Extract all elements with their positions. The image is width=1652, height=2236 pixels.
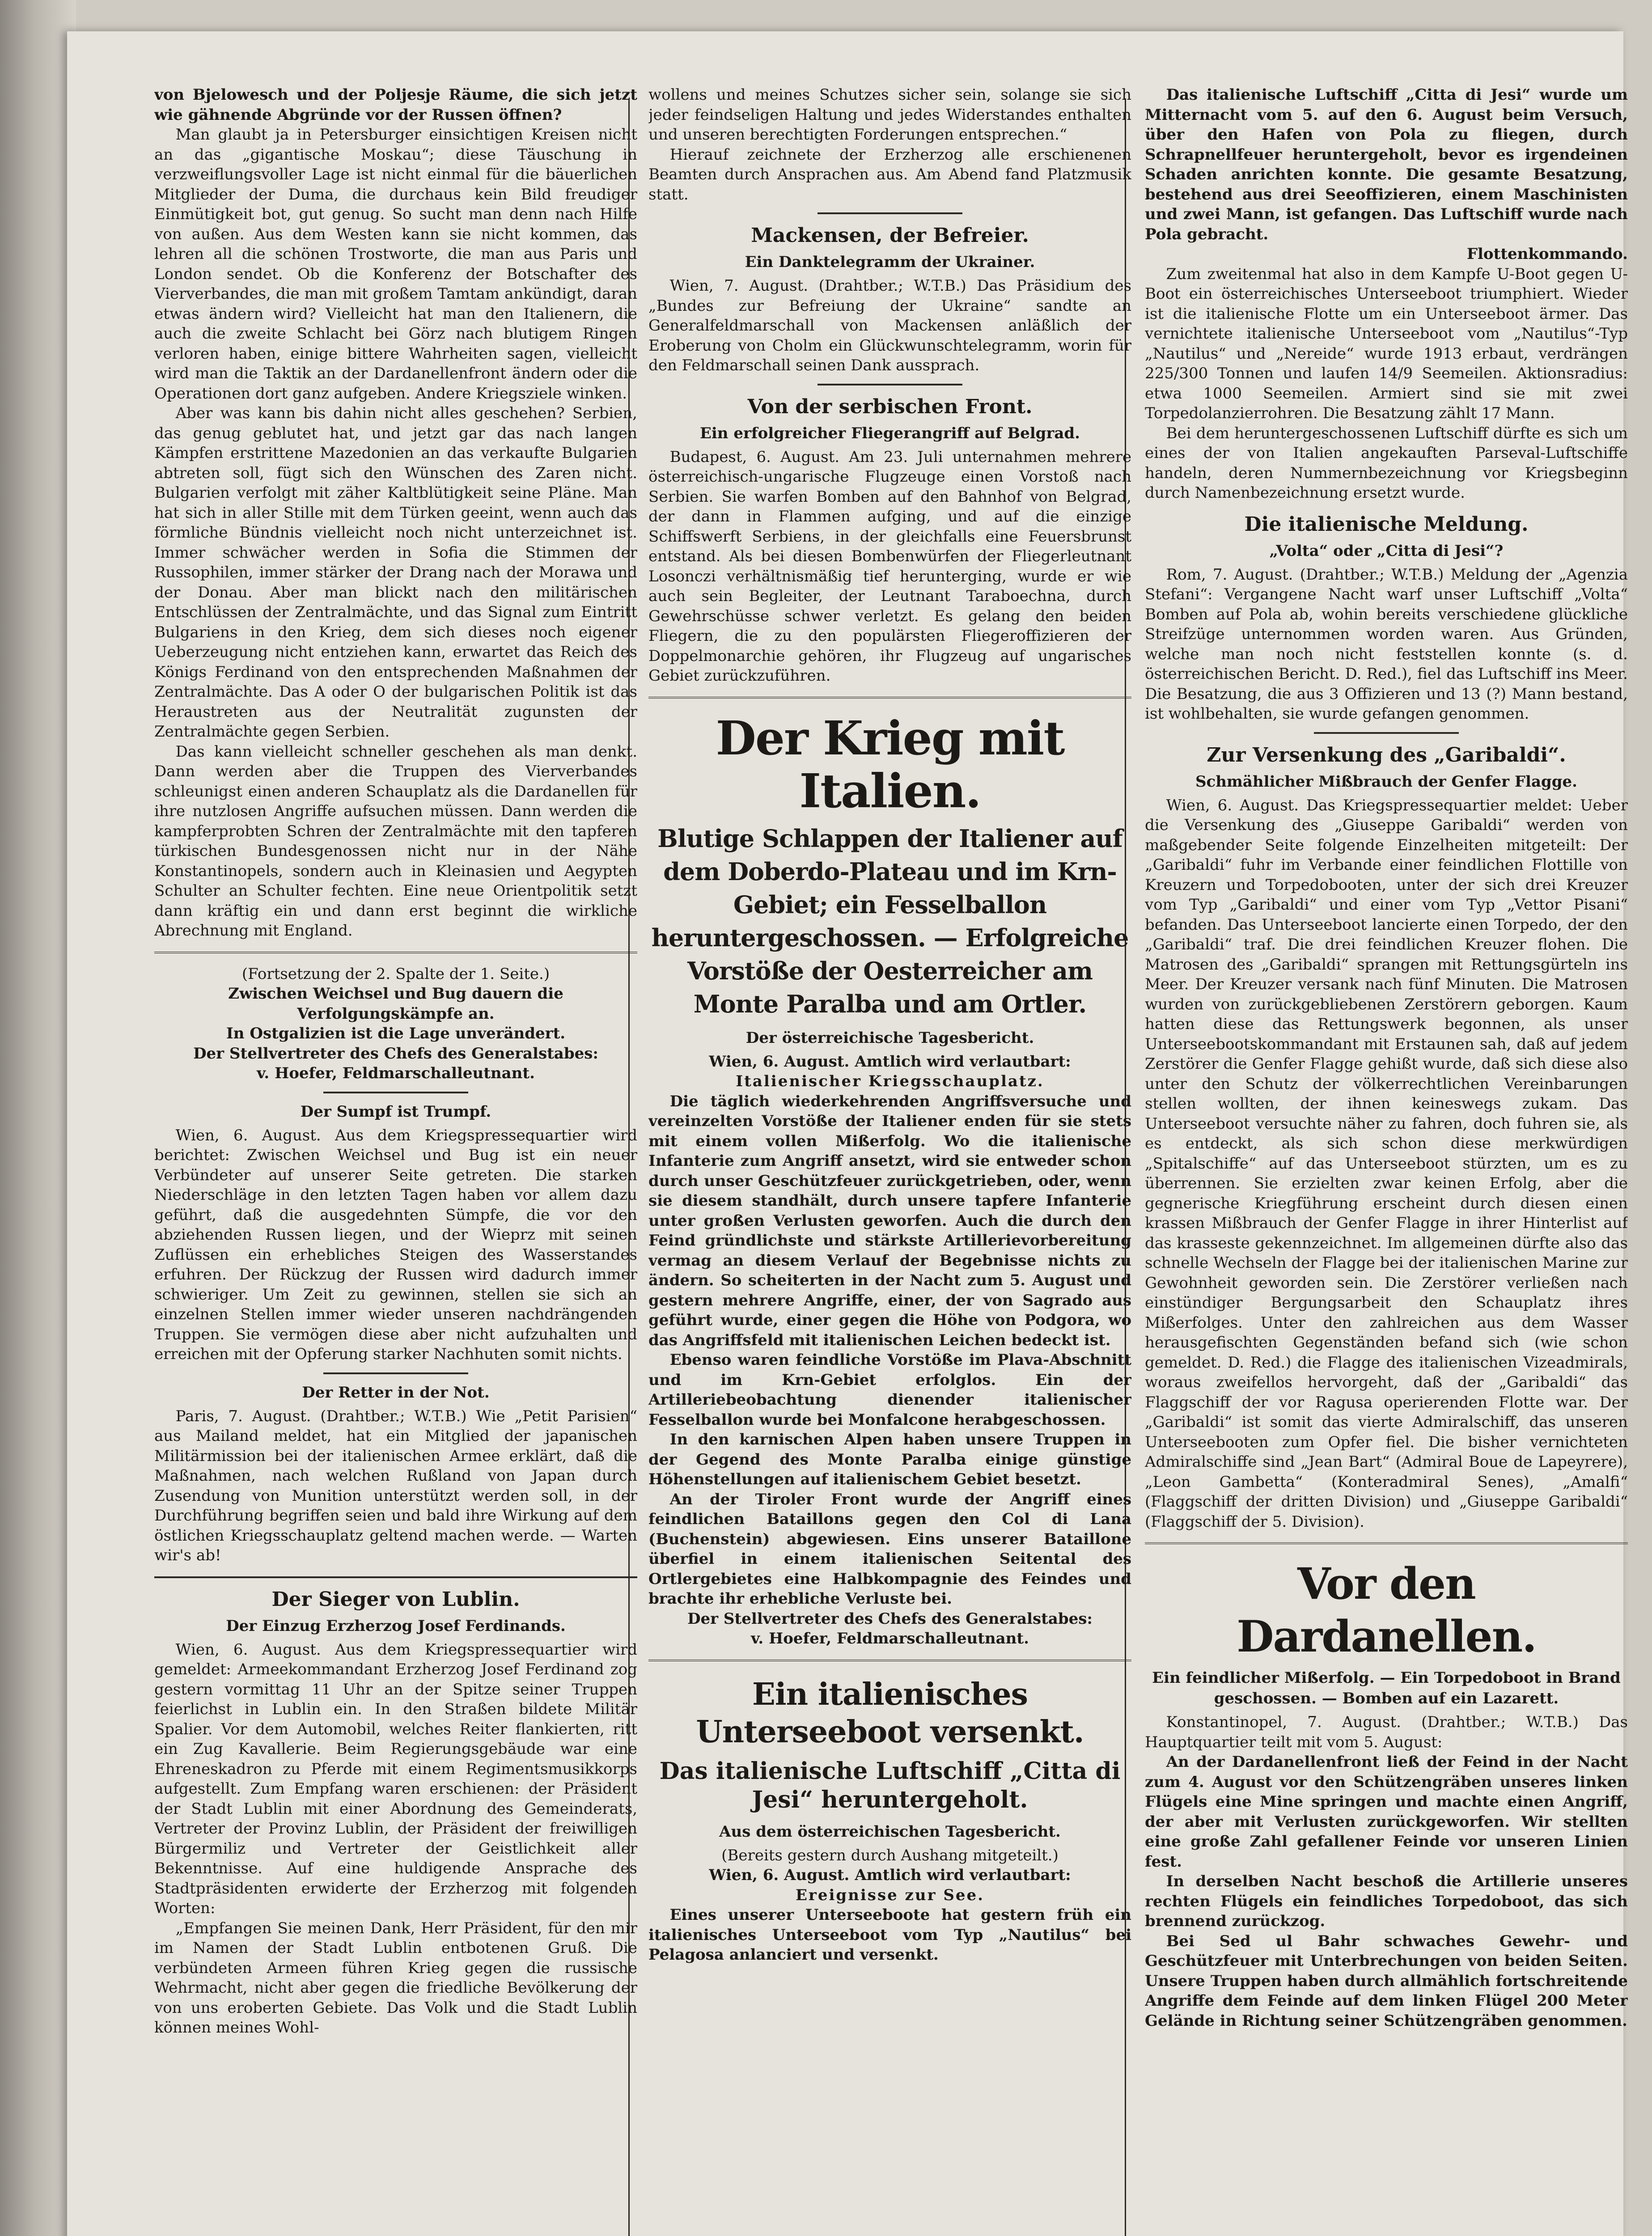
paragraph: An der Tiroler Front wurde der Angriff eines feindlichen Bataillons gegen den Col di Lana (Buchenstein) abgewiesen. Eins unserer Bataillone überfiel in einem italienischen Seitental des Ortlergebietes eine Halbkompagnie des Feindes und brachte ihr erhebliche Verluste bei.	[648, 1490, 1131, 1608]
paragraph: Rom, 7. August. (Drahtber.; W.T.B.) Meldung der „Agenzia Stefani“: Vergangene Nacht warf unser Luftschiff „Volta“ Bomben auf Pola ab, wohin bereits verschiedene glückliche Streifzüge unternommen worden waren. Aus Gründen, welche man noch nicht feststellen konnte (s. d. österreichischen Bericht. D. Red.), fiel das Luftschiff ins Meer. Die Besatzung, die aus 3 Offizieren und 13 (?) Mann bestand, ist wohlbehalten, sie wurde gefangen genommen.	[1145, 565, 1628, 723]
dateline: Konstantinopel, 7. August. (Drahtber.; W.T.B.) Das Hauptquartier teilt mit vom 5. August:	[1145, 1713, 1628, 1751]
divider	[818, 384, 962, 385]
subheadline-meldung: „Volta“ oder „Citta di Jesi“?	[1269, 542, 1504, 560]
paragraph: Die täglich wiederkehrenden Angriffsversuche und vereinzelten Vorstöße der Italiener enden für sie stets mit einem vollen Mißerfolg. Wo die italienische Infanterie zum Angriff ansetzt, wird sie entweder schon durch unser Geschützfeuer zurückgetrieben, oder, wenn sie diesem standhält, durch unsere tapfere Infanterie unter großen Verlusten geworfen. Auch die durch den Feind gründlichste und stärkste Artillerievorbereitung vermag an diesem Verlauf der Begebnisse nichts zu ändern. So scheiterten in der Nacht zum 5. August und gestern mehrere Angriffe, einer, der von Sagrado aus geführt wurde, einer gegen die Höhe von Podgora, wo das Angriffsfeld mit italienischen Leichen bedeckt ist.	[648, 1092, 1131, 1349]
subheadline-krieg-mit-italien: Blutige Schlappen der Italiener auf dem Doberdo-Plateau und im Krn-Gebiet; ein Fesselballon heruntergeschossen. — Erfolgreiche Vorstöße der Oesterreicher am Monte Paralba und am Ortler.	[651, 824, 1129, 1018]
newspaper-page	[67, 31, 1628, 2236]
paragraph: Hierauf zeichnete der Erzherzog alle erschienenen Beamten durch Ansprachen aus. Am Abend fand Platzmusik statt.	[648, 145, 1131, 203]
paragraph: „Empfangen Sie meinen Dank, Herr Präsident, für den mir im Namen der Stadt Lublin entbotenen Gruß. Die verbündeten Armeen führen Krieg gegen die russische Wehrmacht, nicht aber gegen die friedliche Bevölkerung der von uns eroberten Gebiete. Das Volk und die Stadt Lublin können meines Wohl-	[154, 1919, 637, 2037]
section-divider	[1145, 1542, 1628, 1546]
column-2	[648, 85, 1131, 2236]
section-divider	[154, 1576, 637, 1578]
paragraph: Paris, 7. August. (Drahtber.; W.T.B.) Wie „Petit Parisien“ aus Mailand meldet, hat ein Mitglied der japanischen Militärmission bei der italienischen Armee erklärt, daß die Maßnahmen, nach welchen Rußland von Japan durch Zusendung von Munition unterstützt werden soll, in der Durchführung begriffen seien und bald ihre Wirkung auf dem östlichen Kriegsschauplatz geltend machen werde. — Warten wir's ab!	[154, 1407, 637, 1564]
section-divider	[154, 952, 637, 955]
signature-title: Der Stellvertreter des Chefs des Generalstabes:	[687, 1609, 1093, 1628]
headline-sumpf: Der Sumpf ist Trumpf.	[300, 1102, 491, 1121]
book-spine-shadow	[0, 0, 76, 2236]
signature-name: v. Hoefer, Feldmarschalleutnant.	[751, 1630, 1029, 1647]
paragraph: Zum zweitenmal hat also in dem Kampfe U-Boot gegen U-Boot ein österreichisches Unterseeboot triumphiert. Wieder ist die italienische Flotte um ein Unterseeboot ärmer. Das vernichtete italienische Unterseeboot vom „Nautilus“-Typ „Nautilus“ und „Nereide“ wurde 1913 erbaut, verdrängen 225/300 Tonnen und laufen 14/9 Seemeilen. Aktionsradius: etwa 1000 Seemeilen. Armiert sind sie mit zwei Torpedolanzierrohren. Die Besatzung zählt 17 Mann.	[1145, 265, 1628, 422]
headline-dardanellen: Vor den Dardanellen.	[1237, 1558, 1536, 1662]
article-continuation: wollens und meines Schutzes sicher sein, solange sie sich jeder feindseligen Haltung und jedes Widerstandes enthalten und unseren berechtigten Forderungen entsprechen.“	[648, 86, 1131, 144]
subheadline-garibaldi: Schmählicher Mißbrauch der Genfer Flagge.	[1195, 772, 1578, 791]
paragraph: Eines unserer Unterseeboote hat gestern früh ein italienisches Unterseeboot vom Typ „Nautilus“ bei Pelagosa anlanciert und versenkt.	[648, 1906, 1131, 1964]
paragraph: Bei Sed ul Bahr schwaches Gewehr- und Geschützfeuer mit Unterbrechungen von beiden Seiten. Unsere Truppen haben durch allmählich fortschreitende Angriffe dem Feinde auf dem linken Flügel 200 Meter Gelände in Richtung seiner Schützengräben genommen.	[1145, 1932, 1628, 2030]
lead-line: Zwischen Weichsel und Bug dauern die Verfolgungskämpfe an.	[228, 985, 563, 1023]
divider	[818, 212, 962, 214]
paragraph: Budapest, 6. August. Am 23. Juli unternahmen mehrere österreichisch-ungarische Flugzeuge einen Vorstoß nach Serbien. Sie warfen Bomben auf den Bahnhof von Belgrad, der dann in Flammen aufging, und auf die einzige Schiffswerft Serbiens, in der gleichfalls eine Feuersbrunst entstand. Als bei diesen Bombenwürfen der Fliegerleutnant Losonczi verhältnismäßig tief herunterging, wurde er wie auch sein Begleiter, der Leutnant Taraboechna, durch Gewehrschüsse schwer verletzt. Es gelang den beiden Fliegern, die zu den populärsten Fliegeroffizieren der Doppelmonarchie gehören, ihr Flugzeug auf ungarisches Gebiet zurückzuführen.	[648, 448, 1131, 685]
paragraph: Wien, 7. August. (Drahtber.; W.T.B.) Das Präsidium des „Bundes zur Befreiung der Ukraine“ sandte an Generalfeldmarschall von Mackensen anläßlich der Eroberung von Cholm ein Glückwunschtelegramm, worin für den Feldmarschall seinen Dank aussprach.	[648, 277, 1131, 374]
headline-krieg-mit-italien: Der Krieg mit Italien.	[716, 710, 1064, 818]
divider	[323, 1092, 468, 1093]
section-divider	[648, 697, 1131, 700]
theater-heading: Italienischer Kriegsschauplatz.	[736, 1072, 1044, 1090]
paragraph: Aber was kann bis dahin nicht alles geschehen? Serbien, das genug geblutet hat, und jetzt gar das nach langen Kämpfen erstrittene Mazedonien an das verkaufte Bulgarien abtreten soll, fügt sich den Wünschen des Zaren nicht. Bulgarien verfolgt mit zäher Kaltblütigkeit seine Pläne. Man hat sich in aller Stille mit dem Türken geeint, wenn auch das förmliche Bündnis vielleicht noch nicht unterzeichnet ist. Immer schwächer werden in Sofia die Stimmen der Russophilen, immer stärker der Drang nach der Morawa und der Donau. Aber man blickt nach den militärischen Entschlüssen der Zentralmächte, und das Signal zum Eintritt Bulgariens in den Krieg, dem sich dieses noch eigener Ueberzeugung nicht entziehen kann, erwartet das Reich des Königs Ferdinand von den entsprechenden Maßnahmen der Zentralmächte. Das A oder O der bulgarischen Politik ist das Heraustreten aus der Neutralität zugunsten der Zentralmächte gegen Serbien.	[154, 404, 637, 741]
paragraph: Das italienische Luftschiff „Citta di Jesi“ wurde um Mitternacht vom 5. auf den 6. August beim Versuch, über den Hafen von Pola zu fliegen, durch Schrapnellfeuer heruntergeholt, bevor es irgendeinen Schaden anrichten konnte. Die gesamte Besatzung, bestehend aus drei Seeoffizieren, einem Maschinisten und zwei Mann, ist gefangen. Das Luftschiff wurde nach Pola gebracht.	[1145, 86, 1628, 243]
paragraph: Wien, 6. August. Das Kriegspressequartier meldet: Ueber die Versenkung des „Giuseppe Garibaldi“ werden von maßgebender Seite folgende Einzelheiten mitgeteilt: Der „Garibaldi“ fuhr im Verbande einer feindlichen Flottille von Kreuzern und Torpedobooten, unter der sich drei Kreuzer vom Typ „Garibaldi“ und einer vom Typ „Vettor Pisani“ befanden. Das Unterseeboot lancierte einen Torpedo, der den „Garibaldi“ traf. Die drei feindlichen Kreuzer flohen. Die Matrosen des „Garibaldi“ sprangen mit Rettungsgürteln ins Meer. Der Kreuzer versank nach fünf Minuten. Die Matrosen wurden von zurückgebliebenen Zerstörern geborgen. Kaum hatten diese das Rettungswerk begonnen, als unser Unterseebootskommandant mit Erstaunen sah, daß auf jedem Zerstörer die Genfer Flagge gehißt wurde, daß sich diese also unter den Schutz der völkerrechtlichen Vereinbarungen stellen wollten, der ihnen keineswegs zukam. Das Unterseeboot versuchte näher zu fahren, doch fuhren sie, als es entdeckt, als sich schon diese merkwürdigen „Spitalschiffe“ auf das Unterseeboot stürzten, um es zu überrennen. Sie erzielten zwar keinen Erfolg, aber die gegnerische Kriegführung erscheint durch diesen einen krassen Mißbrauch der Genfer Flagge in ihrer Hinterlist auf das krasseste gekennzeichnet. Im allgemeinen dürfte also das schnelle Wechseln der Flagge bei der italienischen Marine zur Gewohnheit geworden sein. Die Zerstörer verließen nach einstündiger Bergungsarbeit den Schauplatz ihres Mißerfolges. Unter den zahlreichen aus dem Wasser herausgefischten Gegenständen befand sich (wie schon gemeldet. D. Red.) die Flagge des italienischen Vizeadmirals, woraus zweifellos hervorgeht, daß der „Garibaldi“ das Flaggschiff der vor Ragusa operierenden Flotte war. Der „Garibaldi“ ist somit das vierte Admiralschiff, das unseren Unterseebooten zum Opfer fiel. Die bisher vernichteten Admiralschiffe sind „Jean Bart“ (Admiral Boue de Lapeyrere), „Leon Gambetta“ (Konteradmiral Senes), „Amalfi“ (Flaggschiff der dritten Division) und „Giuseppe Garibaldi“ (Flaggschiff der 5. Division).	[1145, 796, 1628, 1531]
subheadline-sieger: Der Einzug Erzherzog Josef Ferdinands.	[226, 1617, 566, 1635]
paragraph: Wien, 6. August. Aus dem Kriegspressequartier wird berichtet: Zwischen Weichsel und Bug ist ein neuer Verbündeter auf unserer Seite getreten. Die starken Niederschläge in den letzten Tagen haben vor allem dazu geführt, daß die ausgedehnten Sümpfe, die vor den abziehenden Russen liegen, und der Wieprz mit seinen Zuflüssen ein erhebliches Steigen des Wasserstandes erfuhren. Der Rückzug der Russen wird dadurch immer schwieriger. Um Zeit zu gewinnen, stellen sie sich an einzelnen Stellen immer wieder unseren nachdrängenden Truppen. Sie vermögen diese aber nicht aufzuhalten und erreichen mit der Opferung starker Nachhuten somit nichts.	[154, 1126, 637, 1363]
subheadline-dardanellen: Ein feindlicher Mißerfolg. — Ein Torpedoboot in Brand geschossen. — Bomben auf ein Lazarett.	[1152, 1669, 1621, 1707]
continuation-note: (Fortsetzung der 2. Spalte der 1. Seite.)	[241, 965, 550, 983]
headline-serbische-front: Von der serbischen Front.	[747, 395, 1033, 418]
signature: Flottenkommando.	[1466, 245, 1628, 263]
column-1	[154, 85, 637, 2236]
report-title: Der österreichische Tagesbericht.	[746, 1029, 1034, 1047]
divider	[1314, 732, 1459, 734]
lead-line: In Ostgalizien ist die Lage unverändert.	[226, 1025, 566, 1042]
paragraph: In derselben Nacht beschoß die Artillerie unseres rechten Flügels ein feindliches Torpedoboot, das sich brennend zurückzog.	[1145, 1872, 1628, 1930]
dateline: Wien, 6. August. Amtlich wird verlautbart:	[709, 1052, 1071, 1071]
theater-heading: Ereignisse zur See.	[796, 1886, 984, 1904]
divider	[323, 1372, 468, 1374]
subheadline-luftschiff: Das italienische Luftschiff „Citta di Jesi“ heruntergeholt.	[659, 1757, 1121, 1813]
paragraph: An der Dardanellenfront ließ der Feind in der Nacht zum 4. August vor den Schützengräben unseres linken Flügels eine Mine springen und machte einen Angriff, der aber mit Verlusten zurückgeworfen. Wir stellten eine große Zahl gefallener Feinde vor unseren Linien fest.	[1145, 1753, 1628, 1871]
headline-mackensen: Mackensen, der Befreier.	[751, 224, 1029, 247]
subheadline-mackensen: Ein Danktelegramm der Ukrainer.	[745, 253, 1035, 271]
section-divider	[648, 1660, 1131, 1663]
dateline: Wien, 6. August. Amtlich wird verlautbart:	[709, 1866, 1071, 1884]
column-3	[1145, 85, 1628, 2236]
headline-sieger: Der Sieger von Lublin.	[271, 1588, 520, 1611]
paragraph: Wien, 6. August. Aus dem Kriegspressequartier wird gemeldet: Armeekommandant Erzherzog Josef Ferdinand zog gestern vormittag 11 Uhr an der Spitze seiner Truppen feierlichst in Lublin ein. In den Straßen bildete Militär Spalier. Vor dem Automobil, welches Reiter flankierten, ritt ein Zug Kavallerie. Beim Regierungsgebäude war eine Ehreneskadron zu Pferde mit einem Regimentsmusikkorps aufgestellt. Zum Empfang waren erschienen: der Präsident der Stadt Lublin mit einer Abordnung des Gemeinderats, Vertreter der Provinz Lublin, der Präsident der freiwilligen Bürgermiliz und Vertreter der Geistlichkeit aller Bekenntnisse. Auf eine huldigende Ansprache des Stadtpräsidenten erwiderte der Erzherzog mit folgenden Worten:	[154, 1640, 637, 1917]
headline-garibaldi: Zur Versenkung des „Garibaldi“.	[1207, 743, 1566, 767]
paragraph: In den karnischen Alpen haben unsere Truppen in der Gegend des Monte Paralba einige günstige Höhenstellungen auf italienischem Gebiet besetzt.	[648, 1431, 1131, 1488]
subheadline-serbische-front: Ein erfolgreicher Fliegerangriff auf Belgrad.	[699, 424, 1080, 442]
paragraph: Man glaubt ja in Petersburger einsichtigen Kreisen nicht an das „gigantische Moskau“; diese Täuschung in verzweiflungsvoller Lage ist nicht einmal für die bäuerlichen Mitglieder der Duma, die durchaus kein Bild freudiger Einmütigkeit bot, gut genug. So sucht man denn nach Hilfe von außen. Aus dem Westen kann sie nicht kommen, das lehren all die schönen Trostworte, die man aus Paris und London sendet. Ob die Konferenz der Botschafter des Vierverbandes, die man mit großem Tamtam ankündigt, daran etwas ändern wird? Vielleicht hat man den Italienern, die auch die zweite Schlacht bei Görz nach blutigem Ringen verloren haben, einige bittere Wahrheiten sagen, vielleicht wird man die Taktik an der Dardanellenfront ändern oder die Operationen dort ganz aufgeben. Andere Kriegsziele winken.	[154, 126, 637, 402]
note: (Bereits gestern durch Aushang mitgeteilt.)	[721, 1846, 1059, 1864]
headline-unterseeboot: Ein italienisches Unterseeboot versenkt.	[696, 1676, 1084, 1750]
paragraph: Ebenso waren feindliche Vorstöße im Plava-Abschnitt und im Krn-Gebiet erfolglos. Ein der Artilleriebeobachtung dienender italienischer Fesselballon wurde bei Monfalcone herabgeschossen.	[648, 1351, 1131, 1429]
report-title: Aus dem österreichischen Tagesbericht.	[719, 1822, 1061, 1841]
headline-italienische-meldung: Die italienische Meldung.	[1244, 512, 1529, 536]
signature-title: Der Stellvertreter des Chefs des Generalstabes:	[193, 1044, 598, 1063]
article-continuation: von Bjelowesch und der Poljesje Räume, die sich jetzt wie gähnende Abgründe vor der Russen öffnen?	[154, 86, 637, 124]
paragraph: Das kann vielleicht schneller geschehen als man denkt. Dann werden aber die Truppen des Vierverbandes schleunigst einen anderen Schauplatz als die Dardanellen für ihre nutzlosen Angriffe aufsuchen müssen. Dann werden die kampferprobten Schren der Zentralmächte mit den tapferen türkischen Bundesgenossen nicht nur in der Nähe Konstantinopels, sondern auch in Kleinasien und Aegypten Schulter an Schulter fechten. Eine neue Orientpolitik setzt dann kräftig ein und dann erst beginnt die wirkliche Abrechnung mit England.	[154, 742, 637, 940]
headline-retter: Der Retter in der Not.	[302, 1383, 490, 1402]
paragraph: Bei dem heruntergeschossenen Luftschiff dürfte es sich um eines der von Italien angekauften Parseval-Luftschiffe handeln, deren Nummernbezeichnung vor Kriegsbeginn durch Namenbezeichnung ersetzt wurde.	[1145, 424, 1628, 502]
signature-name: v. Hoefer, Feldmarschalleutnant.	[257, 1064, 535, 1082]
